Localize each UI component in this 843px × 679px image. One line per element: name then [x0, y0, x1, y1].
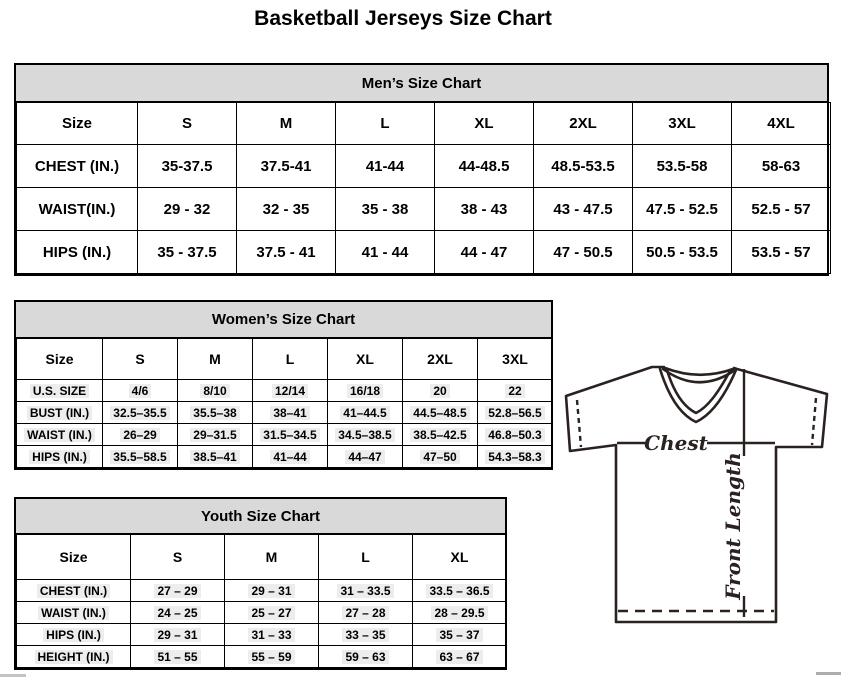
column-header: S [103, 339, 178, 380]
youth-table-grid [16, 534, 507, 668]
size-value: 53.5 - 57 [732, 231, 831, 274]
size-value: 33 – 35 [319, 624, 413, 646]
row-label: BUST (IN.) [17, 402, 103, 424]
row-label: WAIST (IN.) [17, 602, 131, 624]
row-label: WAIST (IN.) [17, 424, 103, 446]
size-value: 22 [478, 380, 553, 402]
size-value: 31 – 33.5 [319, 580, 413, 602]
size-value: 44.5–48.5 [403, 402, 478, 424]
size-value: 29–31.5 [178, 424, 253, 446]
row-label: HEIGHT (IN.) [17, 646, 131, 668]
size-value: 58-63 [732, 145, 831, 188]
size-value: 35 - 38 [336, 188, 435, 231]
column-header: M [178, 339, 253, 380]
size-value: 35.5–38 [178, 402, 253, 424]
size-value: 31.5–34.5 [253, 424, 328, 446]
size-value: 50.5 - 53.5 [633, 231, 732, 274]
column-header: 3XL [478, 339, 553, 380]
column-header: 2XL [403, 339, 478, 380]
column-header-row [17, 535, 507, 580]
mens-table-title: Men’s Size Chart [16, 65, 827, 102]
size-value: 47.5 - 52.5 [633, 188, 732, 231]
table-row [17, 188, 831, 231]
row-label: HIPS (IN.) [17, 231, 138, 274]
column-header: 2XL [534, 103, 633, 145]
size-value: 34.5–38.5 [328, 424, 403, 446]
column-header: 4XL [732, 103, 831, 145]
size-value: 35 – 37 [413, 624, 507, 646]
table-row [17, 231, 831, 274]
column-header: L [336, 103, 435, 145]
size-value: 16/18 [328, 380, 403, 402]
size-value: 37.5-41 [237, 145, 336, 188]
jersey-diagram [556, 356, 838, 630]
scrollbar-fragment-right [816, 672, 841, 675]
right-cuff-dashed-line [812, 398, 816, 445]
size-value: 29 - 32 [138, 188, 237, 231]
size-value: 4/6 [103, 380, 178, 402]
size-value: 43 - 47.5 [534, 188, 633, 231]
row-label: CHEST (IN.) [17, 580, 131, 602]
column-header: L [319, 535, 413, 580]
size-value: 12/14 [253, 380, 328, 402]
column-header: XL [328, 339, 403, 380]
row-label: WAIST(IN.) [17, 188, 138, 231]
column-header: Size [17, 103, 138, 145]
size-value: 38.5–41 [178, 446, 253, 468]
column-header: 3XL [633, 103, 732, 145]
table-row [17, 402, 553, 424]
size-value: 41–44 [253, 446, 328, 468]
size-value: 37.5 - 41 [237, 231, 336, 274]
size-value: 27 – 29 [131, 580, 225, 602]
youth-size-table [14, 497, 507, 670]
table-row [17, 624, 507, 646]
size-value: 24 – 25 [131, 602, 225, 624]
size-value: 44–47 [328, 446, 403, 468]
size-value: 55 – 59 [225, 646, 319, 668]
size-value: 47–50 [403, 446, 478, 468]
table-row [17, 424, 553, 446]
size-value: 51 – 55 [131, 646, 225, 668]
size-value: 52.8–56.5 [478, 402, 553, 424]
left-cuff-dashed-line [577, 400, 581, 447]
size-value: 59 – 63 [319, 646, 413, 668]
size-value: 54.3–58.3 [478, 446, 553, 468]
womens-table-title: Women’s Size Chart [16, 302, 551, 338]
row-label: HIPS (IN.) [17, 624, 131, 646]
table-row [17, 580, 507, 602]
table-row [17, 646, 507, 668]
size-value: 29 – 31 [225, 580, 319, 602]
column-header-row [17, 339, 553, 380]
column-header-row [17, 103, 831, 145]
column-header: L [253, 339, 328, 380]
table-row [17, 602, 507, 624]
mens-size-table [14, 63, 829, 276]
size-value: 44-48.5 [435, 145, 534, 188]
column-header: S [131, 535, 225, 580]
table-row [17, 145, 831, 188]
column-header: XL [413, 535, 507, 580]
size-value: 44 - 47 [435, 231, 534, 274]
size-value: 53.5-58 [633, 145, 732, 188]
column-header: M [225, 535, 319, 580]
column-header: Size [17, 339, 103, 380]
size-value: 52.5 - 57 [732, 188, 831, 231]
size-value: 38.5–42.5 [403, 424, 478, 446]
size-value: 20 [403, 380, 478, 402]
size-value: 38 - 43 [435, 188, 534, 231]
size-value: 25 – 27 [225, 602, 319, 624]
womens-size-table [14, 300, 553, 470]
chest-label: Chest [644, 431, 708, 455]
size-value: 28 – 29.5 [413, 602, 507, 624]
scrollbar-fragment-left [0, 674, 26, 677]
size-value: 26–29 [103, 424, 178, 446]
size-value: 29 – 31 [131, 624, 225, 646]
mens-table-grid [16, 102, 831, 274]
table-row [17, 446, 553, 468]
size-value: 32.5–35.5 [103, 402, 178, 424]
column-header: XL [435, 103, 534, 145]
size-value: 47 - 50.5 [534, 231, 633, 274]
collar-rib-arc-1 [665, 368, 733, 375]
column-header: S [138, 103, 237, 145]
column-header: Size [17, 535, 131, 580]
front-length-label: Front Length [721, 452, 745, 600]
size-value: 41-44 [336, 145, 435, 188]
size-value: 41 - 44 [336, 231, 435, 274]
youth-table-title: Youth Size Chart [16, 499, 505, 534]
row-label: U.S. SIZE [17, 380, 103, 402]
womens-table-grid [16, 338, 553, 468]
size-value: 41–44.5 [328, 402, 403, 424]
size-value: 32 - 35 [237, 188, 336, 231]
column-header: M [237, 103, 336, 145]
size-value: 35 - 37.5 [138, 231, 237, 274]
size-value: 8/10 [178, 380, 253, 402]
size-value: 33.5 – 36.5 [413, 580, 507, 602]
size-value: 48.5-53.5 [534, 145, 633, 188]
row-label: CHEST (IN.) [17, 145, 138, 188]
table-row [17, 380, 553, 402]
size-value: 38–41 [253, 402, 328, 424]
size-value: 35-37.5 [138, 145, 237, 188]
size-value: 31 – 33 [225, 624, 319, 646]
jersey-outline [566, 367, 827, 622]
row-label: HIPS (IN.) [17, 446, 103, 468]
size-value: 35.5–58.5 [103, 446, 178, 468]
page-title: Basketball Jerseys Size Chart [254, 7, 552, 30]
size-value: 27 – 28 [319, 602, 413, 624]
size-value: 63 – 67 [413, 646, 507, 668]
size-value: 46.8–50.3 [478, 424, 553, 446]
